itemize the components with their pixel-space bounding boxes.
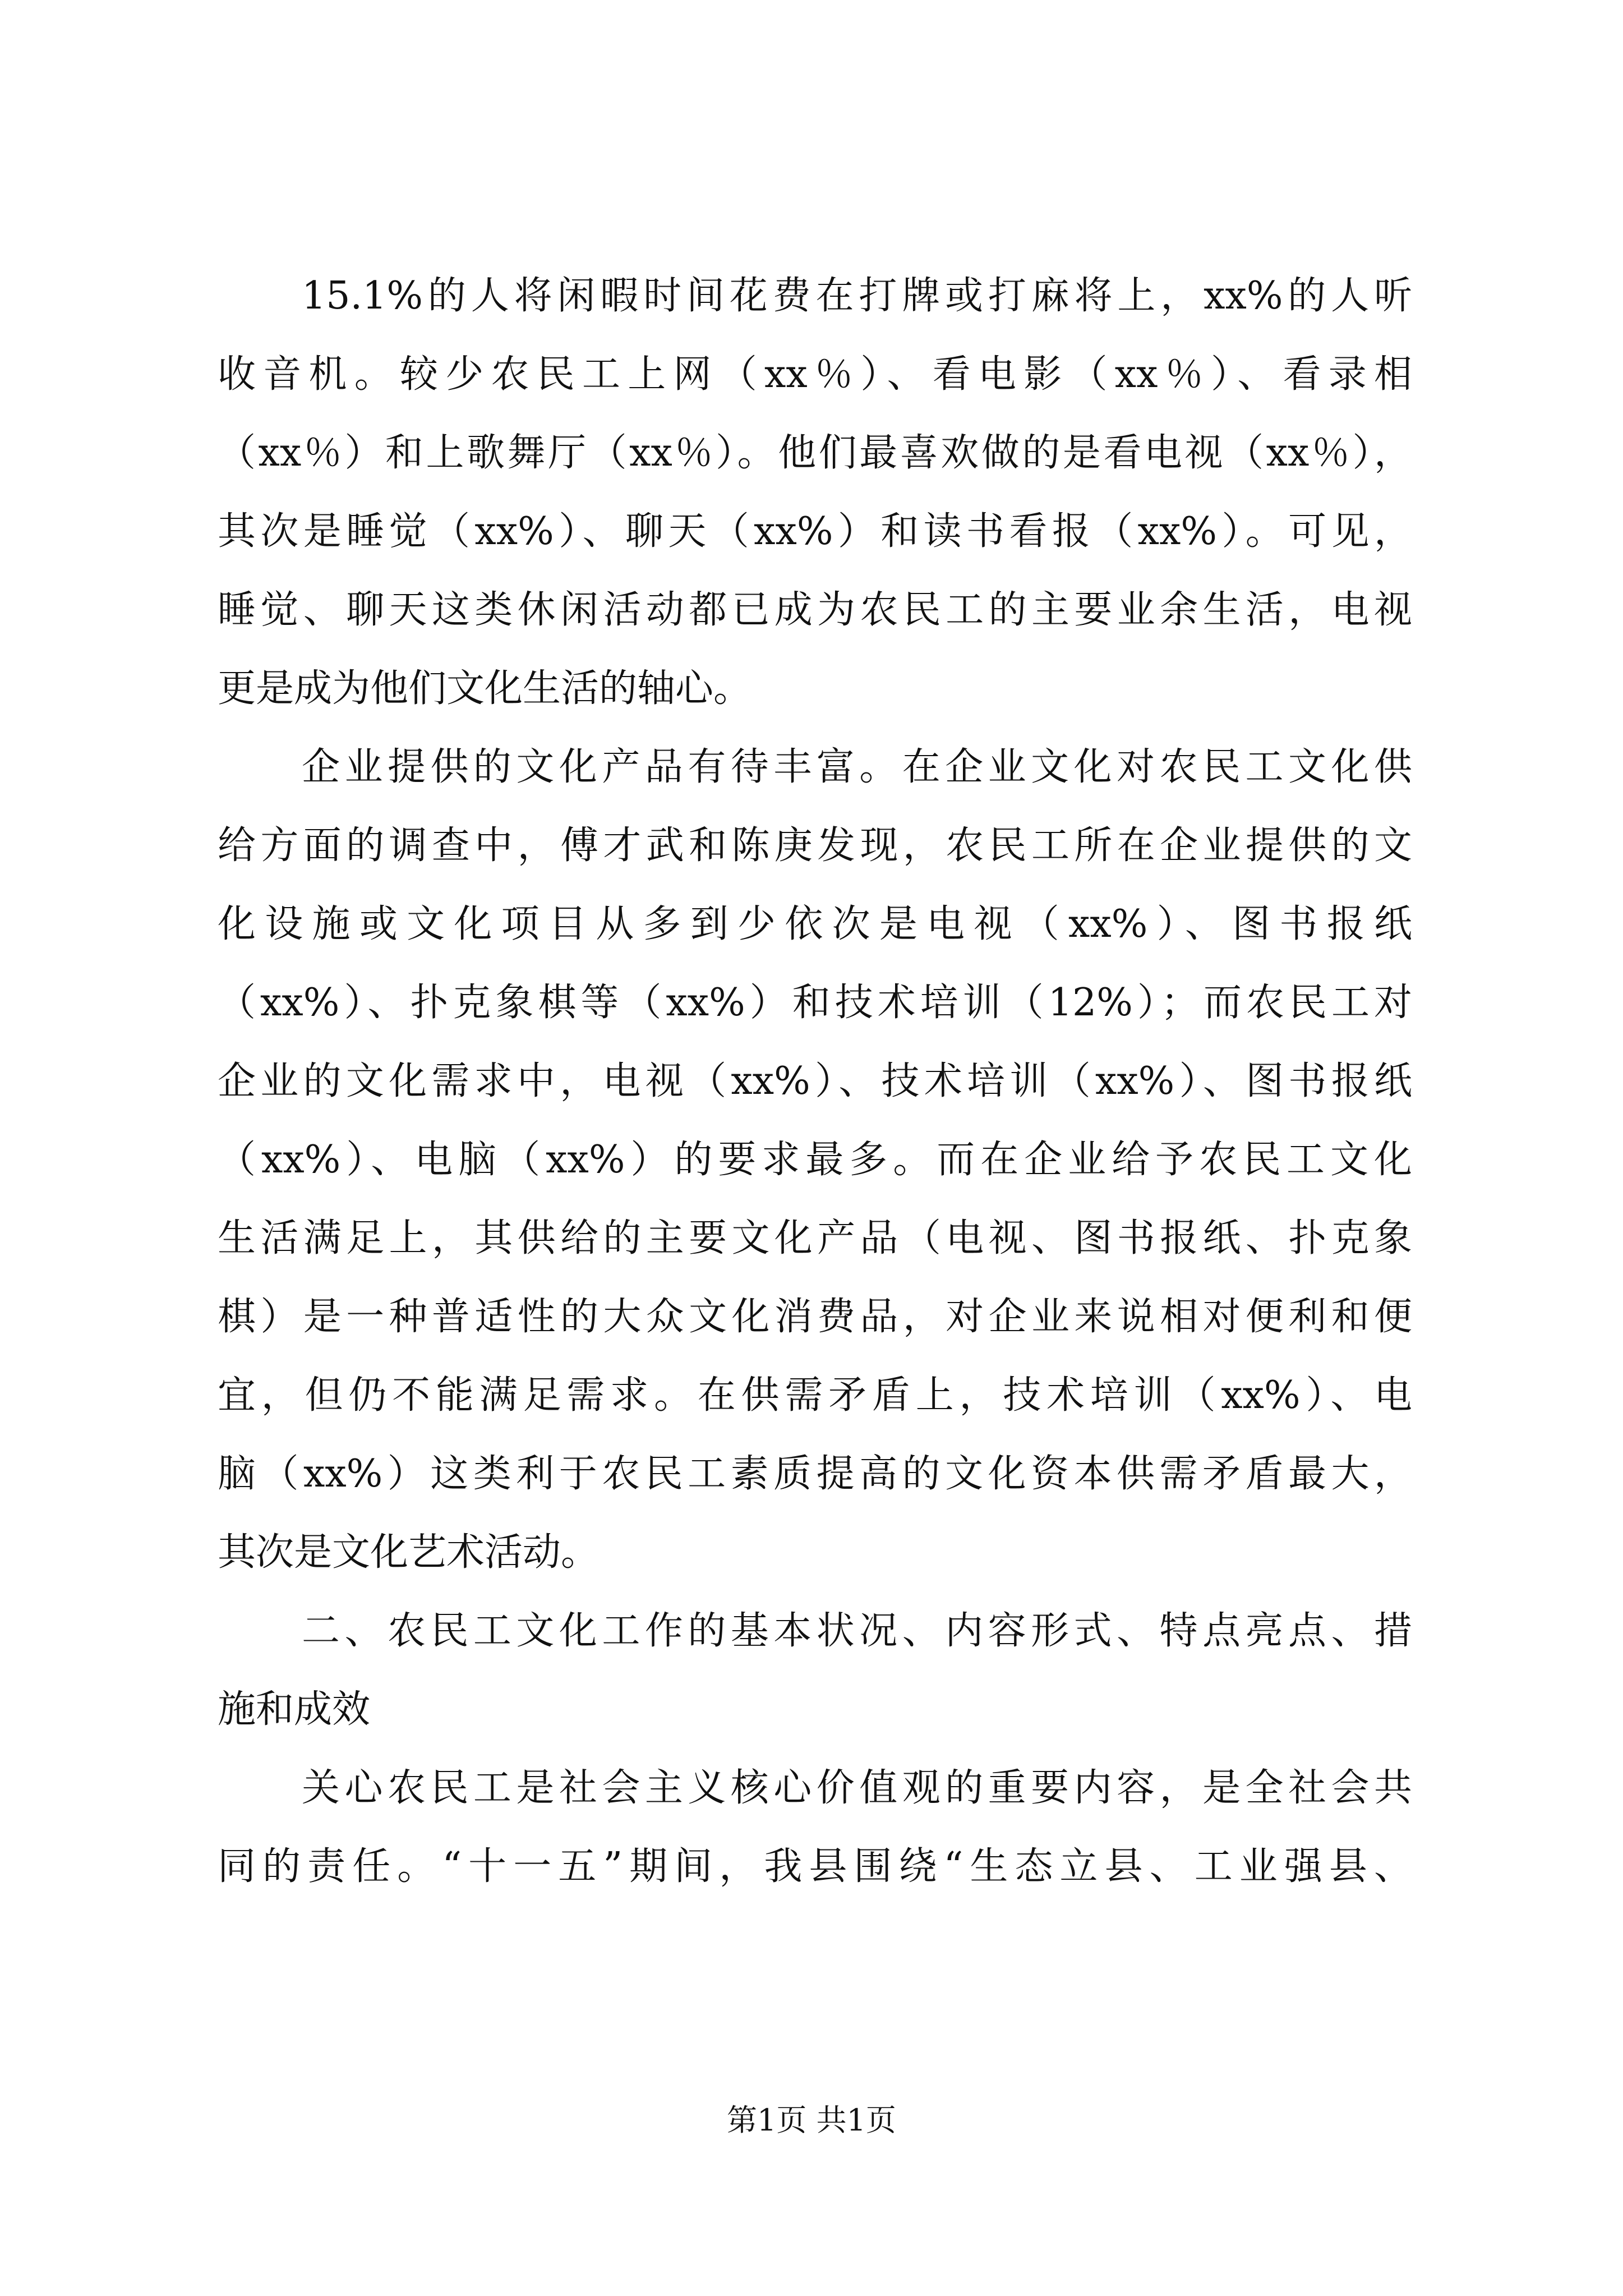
section-heading: 施和成效 <box>218 1687 371 1732</box>
text-line: 关心农民工是社会主义核心价值观的重要内容，是全社会共 <box>302 1766 1412 1810</box>
section-heading: 二、农民工文化工作的基本状况、内容形式、特点亮点、措 <box>302 1609 1412 1653</box>
text-line: 收音机。较少农民工上网（xx％）、看电影（xx％）、看录相 <box>218 352 1412 397</box>
text-line: 睡觉、聊天这类休闲活动都已成为农民工的主要业余生活，电视 <box>218 588 1412 632</box>
document-body <box>218 257 1412 1906</box>
text-line: 给方面的调查中，傅才武和陈庚发现，农民工所在企业提供的文 <box>218 823 1412 868</box>
text-line: 更是成为他们文化生活的轴心。 <box>218 666 752 711</box>
page-footer: 第1页 共1页 <box>727 2102 896 2138</box>
text-line: 企业的文化需求中，电视（xx%）、技术培训（xx%）、图书报纸 <box>218 1059 1412 1103</box>
text-line: （xx％）和上歌舞厅（xx％）。他们最喜欢做的是看电视（xx％）， <box>218 431 1412 475</box>
text-line: 企业提供的文化产品有待丰富。在企业文化对农民工文化供 <box>302 745 1412 789</box>
text-line: 其次是文化艺术活动。 <box>218 1530 600 1575</box>
text-line: 其次是睡觉（xx%）、聊天（xx%）和读书看报（xx%）。可见， <box>218 509 1412 554</box>
text-line: 宜，但仍不能满足需求。在供需矛盾上，技术培训（xx%）、电 <box>218 1373 1412 1418</box>
text-line: 棋）是一种普适性的大众文化消费品，对企业来说相对便利和便 <box>218 1295 1412 1339</box>
text-line: （xx%）、电脑（xx%）的要求最多。而在企业给予农民工文化 <box>218 1138 1412 1182</box>
text-line: 化设施或文化项目从多到少依次是电视（xx%）、图书报纸 <box>218 902 1412 946</box>
text-line: 脑（xx%）这类利于农民工素质提高的文化资本供需矛盾最大， <box>218 1452 1412 1496</box>
text-line: 同的责任。“十一五”期间，我县围绕“生态立县、工业强县、 <box>218 1844 1412 1889</box>
text-line: 15.1%的人将闲暇时间花费在打牌或打麻将上，xx%的人听 <box>302 274 1412 318</box>
text-line: （xx%）、扑克象棋等（xx%）和技术培训（12%）；而农民工对 <box>218 981 1412 1025</box>
text-line: 生活满足上，其供给的主要文化产品（电视、图书报纸、扑克象 <box>218 1216 1412 1260</box>
